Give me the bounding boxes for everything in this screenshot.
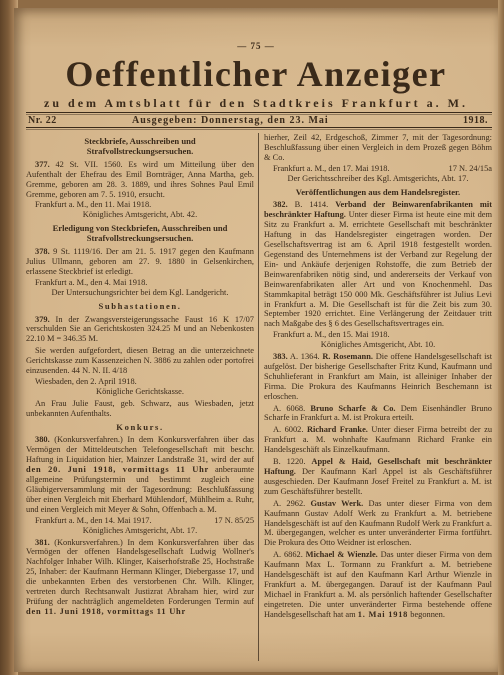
notice-number: 378.: [35, 247, 50, 257]
masthead-subtitle: zu dem Amtsblatt für den Stadtkreis Frankfurt a. M.: [44, 96, 468, 110]
column-divider: [258, 133, 259, 661]
page-edge: [498, 0, 504, 675]
notice-number: 383.: [273, 352, 288, 362]
notice-text: Das unter dieser Firma von dem Kaufmann Max L. Tormann zu Frankfurt a. M. betriebene Handelsgeschäft ist auf den Kaufmann Karl Arthur Wienzle in Frankfurt a. M. übergegangen. Darauf ist der Kaufmann Paul Michael in Frankfurt a. M. als persönlich haftender Gesellschafter eingetreten. Die unter unveränderter Firma bestehende offene Handelsgesellschaft hat am: [264, 550, 492, 619]
notice-date: Frankfurt a. M., den 11. Mai 1918.: [35, 200, 152, 210]
issue-year: 1918.: [463, 115, 488, 126]
firm-name: Michael & Wienzle.: [305, 550, 378, 560]
register-reference: A. 6002.: [273, 425, 304, 435]
notice-381: [26, 538, 254, 617]
section-heading: Subhastationen.: [98, 300, 182, 311]
section-heading: Erledigung von Steckbriefen, Ausschreiben und Strafvollstreckungsersuchen.: [52, 223, 228, 244]
notice-date: Frankfurt a. M., den 17. Mai 1918.: [273, 163, 390, 173]
register-reference: B. 1220.: [273, 457, 306, 467]
notice-text: Sie werden aufgefordert, diesen Betrag an die unterzeichnete Gerichtskasse zum Kassenzeichen N. 3886 zu zahlen oder portofrei einzusenden.: [26, 346, 254, 376]
register-reference: A. 6068.: [273, 403, 306, 413]
notice-authority: Königliche Gerichtskasse.: [96, 386, 184, 396]
left-column: [26, 133, 254, 663]
firm-name: Bruno Scharfe & Co.: [310, 403, 396, 413]
section-heading: Konkurs.: [116, 421, 164, 432]
notice-text: Unter dieser Firma ist heute eine mit dem Sitz zu Frankfurt a. M. errichtete Gesellschaft mit beschränkter Haftung in das Handelsregister eingetragen worden. Der Gesellschaftsvertrag ist am 6. April 1918 festgestellt worden. Gegenstand des Unternehmens ist der Verband zur Regelung der Ein- und Ankäufe derjenigen Rohstoffe, die zum Betrieb der Beinwarenfabriken nötig sind, und andererseits der Verkauf von Beinwarenfabrikaten aller Art und von Knochenmehl. Das Stammkapital beträgt 150 000 Mk. Geschäftsführer ist Julius Levi in Frankfurt a. M. Die Gesellschaft ist für die Zeit bis zum 30. September 1920 errichtet. Eine Verlängerung der Zeitdauer tritt nach Maßgabe des § 6 des Gesellschaftsvertrages ein.: [264, 210, 492, 329]
notice-378: [26, 247, 254, 277]
notice-381-continuation: [264, 133, 492, 163]
register-reference: A. 1364.: [289, 352, 320, 362]
notice-text: hierher, Zeil 42, Erdgeschoß, Zimmer 7, mit der Tagesordnung: Beschlußfassung über einen Vergleich in dem Prozeß gegen Böhm & Co.: [264, 133, 492, 162]
notice-377: [26, 160, 254, 200]
notice-emphasis: 1. Mai 1918: [357, 609, 409, 619]
notice-date: Frankfurt a. M., den 15. Mai 1918.: [273, 330, 390, 340]
notice-number: 380.: [35, 435, 50, 445]
notice-number: 379.: [35, 314, 50, 324]
notice-379: [26, 315, 254, 345]
notice-text: Es wird um Mitteilung über den Aufenthalt der Ehefrau des Emil Bornträger, Anna Martha, geb. Gremme, geboren am 28. 3. 1889, und ihres Sohnes Paul Emil Gremme, geboren am 7. 5. 1910, ersucht.: [26, 159, 254, 199]
register-reference: B. 1414.: [294, 200, 329, 210]
notice-emphasis: den 11. Juni 1918, vormittags 11 Uhr: [26, 606, 187, 616]
register-entry-6862: [264, 550, 492, 619]
notice-number: 382.: [273, 200, 288, 210]
notice-authority: Königliches Amtsgericht, Abt. 10.: [320, 340, 436, 350]
notice-text: Das unter dieser Firma von dem Kaufmann Gustav Adolf Werk zu Frankfurt a. M. betriebene Handelsgeschäft ist auf den Kaufmann Rudolf Werk zu Frankfurt a. M. übergegangen, welcher es unter unveränderter Firma fortführt. Die Prokura des Otto Weidner ist erloschen.: [264, 498, 492, 548]
right-column: [264, 133, 492, 663]
notice-text: Der Kaufmann Karl Appel ist als Geschäftsführer ausgeschieden. Der Kaufmann Josef Freitel zu Frankfurt a. M. ist zum Geschäftsführer bestellt.: [264, 467, 492, 496]
firm-name: Gustav Werk.: [310, 498, 364, 508]
firm-name: R. Rosemann.: [322, 352, 373, 362]
notice-dateline: [26, 278, 254, 288]
firm-name: Appel & Haid, Gesellschaft mit beschränkter Haftung.: [264, 457, 492, 476]
notice-dateline: [26, 377, 254, 387]
notice-dateline: [264, 164, 492, 174]
notice-date: Frankfurt a. M., den 14. Mai 1917.: [35, 515, 152, 525]
notice-authority: Der Untersuchungsrichter bei dem Kgl. Landgericht.: [51, 287, 229, 297]
notice-date: Wiesbaden, den 2. April 1918.: [35, 376, 137, 386]
issue-date: Ausgegeben: Donnerstag, den 23. Mai: [132, 115, 329, 126]
masthead-title: Oeffentlicher Anzeiger: [65, 54, 447, 94]
notice-dateline: [26, 200, 254, 210]
notice-emphasis: den 20. Juni 1918, vormittags 11 Uhr: [26, 465, 210, 475]
notice-reference: 9 St. 1119/16.: [53, 247, 103, 257]
notice-authority: Königliches Amtsgericht, Abt. 42.: [82, 210, 198, 220]
register-entry-1220: [264, 457, 492, 497]
notice-reference: 42 St. VII. 1560.: [55, 159, 123, 169]
notice-date: Frankfurt a. M., den 4. Mai 1918.: [35, 277, 148, 287]
newspaper-page: [14, 8, 498, 672]
notice-379-continuation: [26, 346, 254, 376]
notice-addressee: An Frau Julie Faust, geb. Schwarz, aus Wiesbaden, jetzt unbekannten Aufenthalts.: [26, 398, 254, 418]
notice-382: [264, 200, 492, 329]
notice-text: In der Zwangsversteigerungssache Faust 16 K 17/07 verschulden Sie an Gerichtskosten 324.25 M und an Nebenkosten 22.10 M = 346.35 M.: [26, 314, 254, 344]
notice-text: Dem Eisenhändler Bruno Scharfe in Frankfurt a. M. ist Prokura erteilt.: [264, 403, 492, 423]
notice-text: Unter dieser Firma betreibt der zu Frankfurt a. M. wohnhafte Kaufmann Richard Franke ein Handelsgeschäft als Einzelkaufmann.: [264, 425, 492, 455]
masthead-rule-top: [26, 112, 492, 113]
notice-text: anberaumte allgemeine Prüfungstermin und bestimmt zugleich eine Gläubigerversammlung mit der Tagesordnung: Beschlußfassung über einen Vergleich mit Eberhard Mühlendorf, Mühlheim a. Ruhr, und einen Vergleich mit Meyer & Sohn, Offenbach a. M.: [26, 465, 254, 514]
notice-text: (Konkursverfahren.) In dem Konkursverfahren über das Vermögen der offenen Handelsgesellschaft Ludwig Wollner's Nachfolger Inhaber Wilh. Klinger, Kaiserhofstraße 25, Hochstraße 25, Inhaber: der Kaufmann Hermann Klinger, Diebergasse 17, und die unbekannten Erben des verstorbenen Chr. Wilh. Klinger, vertreten durch Rechtsanwalt Justizrat Abraham hier, wird zur Prüfung der nachträglich angemeldeten Forderungen Termin auf: [26, 537, 254, 606]
notice-reference: 17 N. 85/25: [214, 515, 254, 525]
page-number: — 75 —: [237, 41, 275, 51]
notice-text: (Konkursverfahren.) In dem Konkursverfahren über das Vermögen der Mitteldeutschen Telefongesellschaft mit beschr. Haftung in Liquidation hier, Mainzer Landstraße 31, wird der auf: [26, 435, 254, 465]
masthead-rule-bottom: [26, 127, 492, 128]
register-entry-6068: [264, 404, 492, 424]
notice-authority: Königliches Amtsgericht, Abt. 17.: [82, 525, 198, 535]
section-heading: Veröffentlichungen aus dem Handelsregister.: [295, 186, 461, 197]
notice-text: Die offene Handelsgesellschaft ist aufgelöst. Der bisherige Gesellschafter Fritz Kund, Kaufmann und Schuhlieferant in Frankfurt am Main, ist alleiniger Inhaber der Firma. Die Prokura des Kaufmanns Heinrich Beschemann ist erloschen.: [264, 352, 492, 401]
notice-reference: 17 N. 24/15a: [448, 163, 492, 173]
issue-line: [14, 115, 498, 127]
register-entry-2962: [264, 499, 492, 549]
notice-text: begonnen.: [410, 609, 445, 619]
notice-reference: 44 N. N. II. 4/18: [71, 366, 128, 376]
section-heading: Steckbriefe, Ausschreiben und Strafvollstreckungsersuchen.: [84, 136, 196, 156]
notice-dateline: [26, 516, 254, 526]
register-reference: A. 2962.: [273, 498, 306, 508]
notice-authority: Der Gerichtsschreiber des Kgl. Amtsgerichts, Abt. 17.: [287, 173, 469, 183]
issue-number: Nr. 22: [28, 115, 57, 126]
firm-name: Richard Franke.: [306, 425, 368, 435]
notice-dateline: [264, 330, 492, 340]
notice-380: [26, 435, 254, 514]
notice-383: [264, 352, 492, 402]
notice-text: Der am 21. 5. 1917 gegen den Kaufmann Julius Ullmann, geboren am 27. 9. 1880 in Gelsenkirchen, erlassene Steckbrief ist erledigt.: [26, 247, 254, 276]
firm-name: Verband der Beinwarenfabrikanten mit beschränkter Haftung.: [264, 200, 492, 220]
notice-number: 381.: [35, 537, 50, 547]
notice-number: 377.: [35, 159, 50, 169]
register-entry-6002: [264, 425, 492, 455]
register-reference: A. 6862.: [273, 550, 303, 560]
